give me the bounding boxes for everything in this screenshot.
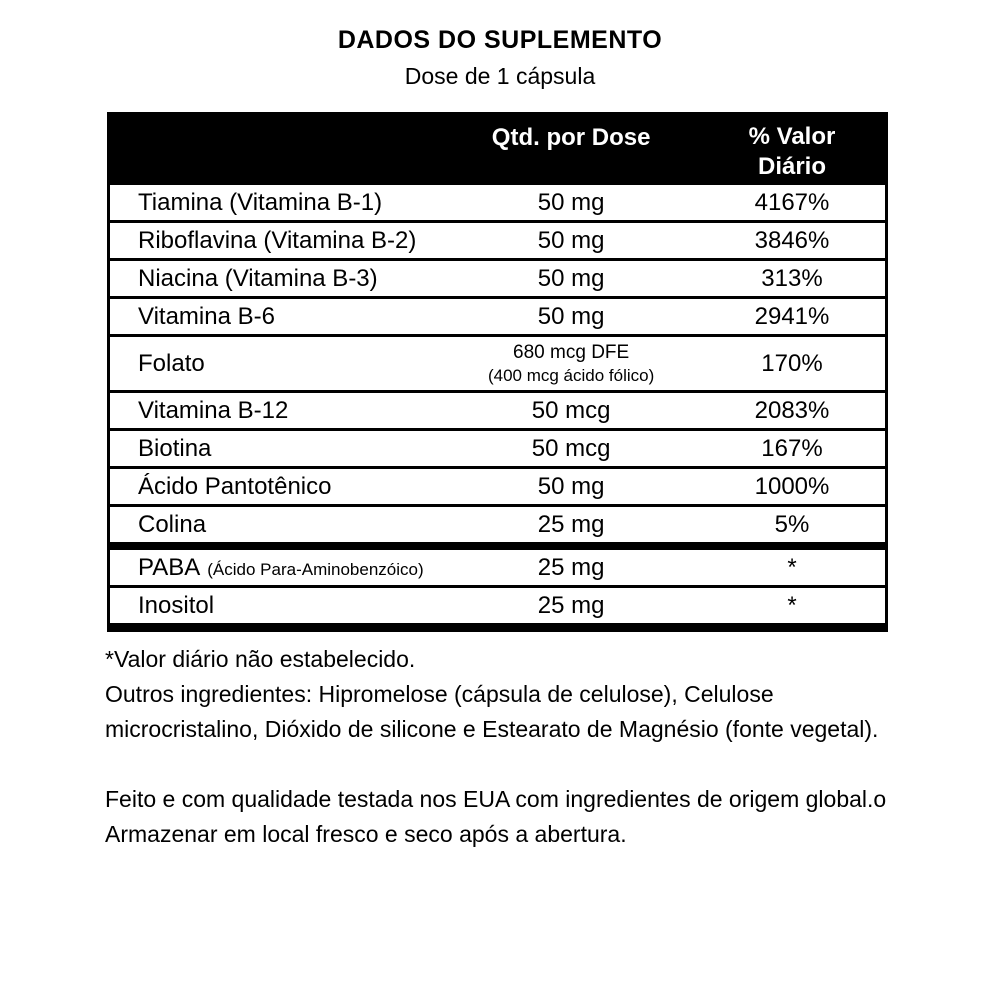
nutrient-name: Folato — [138, 349, 205, 377]
nutrient-daily-value: * — [787, 553, 797, 581]
nutrient-qty-cell — [443, 227, 699, 255]
nutrient-name-cell — [110, 473, 443, 501]
nutrient-qty: 25 mg — [537, 591, 605, 619]
nutrient-daily-value: 5% — [774, 510, 810, 538]
storage-note: Armazenar em local fresco e seco após a abertura. — [105, 821, 627, 847]
nutrient-qty-note: (400 mcg ácido fólico) — [487, 365, 655, 385]
nutrient-qty: 50 mg — [537, 226, 605, 254]
daily-value-footnote: *Valor diário não estabelecido. — [105, 646, 416, 672]
nutrient-name-cell — [110, 265, 443, 293]
nutrient-daily-value: 313% — [761, 264, 823, 292]
nutrient-qty-cell — [443, 397, 699, 425]
table-row — [110, 469, 885, 507]
nutrient-qty-cell — [443, 303, 699, 331]
header-daily-value-line2: Diário — [757, 153, 826, 180]
nutrient-name-cell — [110, 435, 443, 463]
header-daily-value — [699, 115, 885, 185]
table-row — [110, 261, 885, 299]
nutrient-qty-cell — [443, 473, 699, 501]
nutrient-daily-value: 2941% — [754, 302, 830, 330]
nutrient-qty: 50 mg — [537, 302, 605, 330]
table-row — [110, 223, 885, 261]
nutrient-qty-cell — [443, 341, 699, 386]
nutrient-qty-cell — [443, 435, 699, 463]
nutrient-qty: 50 mg — [537, 472, 605, 500]
table-row — [110, 299, 885, 337]
nutrient-daily-value: * — [787, 591, 797, 619]
table-header-row — [110, 115, 885, 185]
header-qty-per-dose: Qtd. por Dose — [491, 124, 651, 151]
table-row — [110, 337, 885, 393]
nutrient-qty-cell — [443, 554, 699, 582]
nutrient-name-cell — [110, 350, 443, 378]
nutrient-qty-cell — [443, 189, 699, 217]
table-row — [110, 431, 885, 469]
nutrient-name-note: (Ácido Para-Aminobenzóico) — [207, 559, 424, 579]
supplement-facts-table — [107, 112, 888, 632]
nutrient-name-cell — [110, 397, 443, 425]
nutrient-name: Inositol — [138, 591, 215, 619]
nutrient-name: Colina — [138, 510, 207, 538]
table-body — [110, 185, 885, 623]
nutrient-name: Tiamina (Vitamina B-1) — [138, 188, 383, 216]
nutrient-daily-value: 4167% — [754, 188, 830, 216]
nutrient-qty: 50 mg — [537, 264, 605, 292]
table-row — [110, 507, 885, 550]
nutrient-qty: 680 mcg DFE — [513, 342, 630, 363]
nutrient-daily-value: 170% — [761, 349, 823, 377]
header-nutrient-column — [110, 115, 443, 185]
header-daily-value-line1: % Valor — [748, 123, 836, 150]
nutrient-daily-value: 2083% — [754, 396, 830, 424]
other-ingredients-text: Outros ingredientes: Hipromelose (cápsula de celulose), Celulose microcristalino, Dióxido de silicone e Estearato de Magnésio (fonte vegetal). — [105, 681, 879, 742]
nutrient-name: PABA — [138, 553, 201, 581]
nutrient-name-cell — [110, 592, 443, 620]
nutrient-qty: 50 mcg — [531, 396, 611, 424]
serving-size: Dose de 1 cápsula — [404, 63, 596, 89]
label-header — [0, 0, 1000, 90]
nutrient-name: Riboflavina (Vitamina B-2) — [138, 226, 417, 254]
table-row — [110, 550, 885, 588]
label-footnotes — [105, 642, 905, 852]
table-row — [110, 588, 885, 623]
nutrient-name: Vitamina B-6 — [138, 302, 275, 330]
nutrient-daily-value: 1000% — [754, 472, 830, 500]
nutrient-name: Vitamina B-12 — [138, 396, 289, 424]
nutrient-name-cell — [110, 227, 443, 255]
nutrient-name-cell — [110, 303, 443, 331]
nutrient-qty-cell — [443, 592, 699, 620]
table-row — [110, 393, 885, 431]
nutrient-name: Biotina — [138, 434, 212, 462]
nutrient-qty-cell — [443, 265, 699, 293]
origin-note: Feito e com qualidade testada nos EUA com ingredientes de origem global.o — [105, 786, 887, 812]
nutrient-name: Niacina (Vitamina B-3) — [138, 264, 378, 292]
nutrient-daily-value: 167% — [761, 434, 823, 462]
nutrient-qty: 50 mcg — [531, 434, 611, 462]
nutrient-qty: 25 mg — [537, 510, 605, 538]
nutrient-name: Ácido Pantotênico — [138, 472, 332, 500]
nutrient-name-cell — [110, 511, 443, 539]
nutrient-daily-value: 3846% — [754, 226, 830, 254]
nutrient-name-cell — [110, 189, 443, 217]
nutrient-name-cell — [110, 554, 443, 582]
nutrient-qty-cell — [443, 511, 699, 539]
nutrient-qty: 25 mg — [537, 553, 605, 581]
table-row — [110, 185, 885, 223]
page-title: DADOS DO SUPLEMENTO — [337, 26, 663, 54]
nutrient-qty: 50 mg — [537, 188, 605, 216]
